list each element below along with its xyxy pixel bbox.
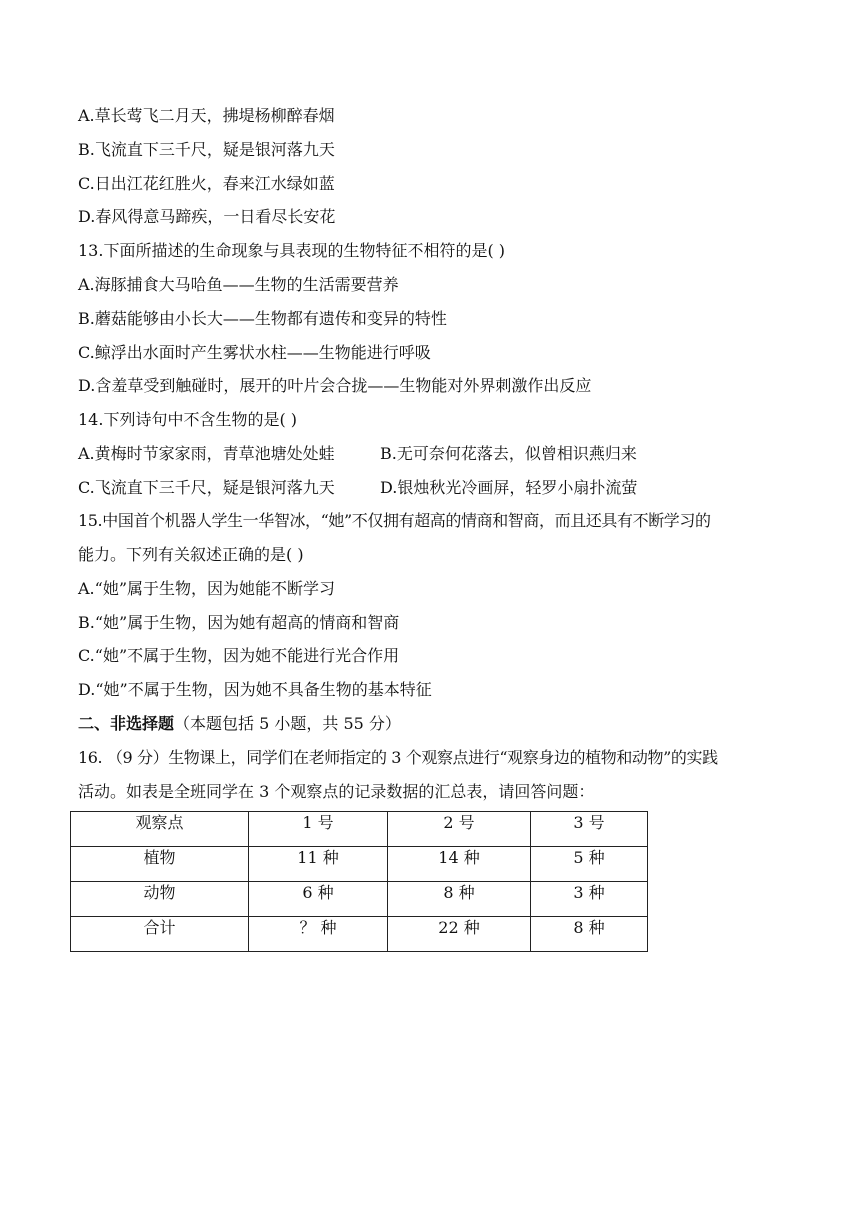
q15-option-c: C.“她”不属于生物，因为她不能进行光合作用 xyxy=(78,646,400,665)
table-header-cell: 1 号 xyxy=(249,812,388,847)
table-cell: ？ 种 xyxy=(249,917,388,952)
q15-option-a: A.“她”属于生物，因为她能不断学习 xyxy=(78,579,336,598)
table-header-cell: 观察点 xyxy=(71,812,249,847)
table-cell: 植物 xyxy=(71,847,249,882)
q12-option-b: B.飞流直下三千尺，疑是银河落九天 xyxy=(78,140,335,159)
table-cell: 动物 xyxy=(71,882,249,917)
table-row-total xyxy=(71,917,648,952)
q14-options-row-2 xyxy=(78,478,638,498)
q14-option-b: B.无可奈何花落去，似曾相识燕归来 xyxy=(380,444,637,463)
section-2-title: 二、非选择题 xyxy=(78,714,175,733)
table-cell: 14 种 xyxy=(388,847,531,882)
q14-option-c: C.飞流直下三千尺，疑是银河落九天 xyxy=(78,478,335,497)
q16-stem-line-2: 活动。如表是全班同学在 3 个观察点的记录数据的汇总表，请回答问题： xyxy=(78,782,595,801)
table-cell: 合计 xyxy=(71,917,249,952)
q12-option-c: C.日出江花红胜火，春来江水绿如蓝 xyxy=(78,174,335,193)
table-cell: 8 种 xyxy=(531,917,648,952)
observation-table xyxy=(70,811,648,952)
q14-stem: 14.下列诗句中不含生物的是( ) xyxy=(78,410,298,429)
table-cell: 5 种 xyxy=(531,847,648,882)
q14-option-a: A.黄梅时节家家雨，青草池塘处处蛙 xyxy=(78,444,335,463)
table-cell: 8 种 xyxy=(388,882,531,917)
section-2-heading xyxy=(78,714,401,734)
q16-stem-line-1: 16. （9 分）生物课上，同学们在老师指定的 3 个观察点进行“观察身边的植物和动物”的实践 xyxy=(78,748,718,767)
q13-stem: 13.下面所描述的生命现象与具表现的生物特征不相符的是( ) xyxy=(78,241,506,260)
table-cell: 22 种 xyxy=(388,917,531,952)
q13-option-d: D.含羞草受到触碰时，展开的叶片会合拢——生物能对外界刺激作出反应 xyxy=(78,376,592,395)
q15-option-d: D.“她”不属于生物，因为她不具备生物的基本特征 xyxy=(78,680,432,699)
q15-stem-line-1: 15.中国首个机器人学生一华智冰，“她”不仅拥有超高的情商和智商，而且还具有不断学习的 xyxy=(78,511,711,530)
section-2-note: （本题包括 5 小题，共 55 分） xyxy=(174,714,401,733)
table-cell: 11 种 xyxy=(249,847,388,882)
table-cell: 3 种 xyxy=(531,882,648,917)
q13-option-b: B.蘑菇能够由小长大——生物都有遗传和变异的特性 xyxy=(78,309,447,328)
q15-option-b: B.“她”属于生物，因为她有超高的情商和智商 xyxy=(78,613,400,632)
q14-options-row-1 xyxy=(78,444,637,464)
q14-option-d: D.银烛秋光冷画屏，轻罗小扇扑流萤 xyxy=(380,478,638,497)
table-row-animals xyxy=(71,882,648,917)
q13-option-c: C.鲸浮出水面时产生雾状水柱——生物能进行呼吸 xyxy=(78,343,431,362)
table-header-cell: 2 号 xyxy=(388,812,531,847)
table-cell: 6 种 xyxy=(249,882,388,917)
q12-option-a: A.草长莺飞二月天，拂堤杨柳醉春烟 xyxy=(78,106,335,125)
table-header-row xyxy=(71,812,648,847)
table-row-plants xyxy=(71,847,648,882)
q15-stem-line-2: 能力。下列有关叙述正确的是( ) xyxy=(78,545,304,564)
q13-option-a: A.海豚捕食大马哈鱼——生物的生活需要营养 xyxy=(78,275,399,294)
q12-option-d: D.春风得意马蹄疾，一日看尽长安花 xyxy=(78,207,336,226)
table-header-cell: 3 号 xyxy=(531,812,648,847)
